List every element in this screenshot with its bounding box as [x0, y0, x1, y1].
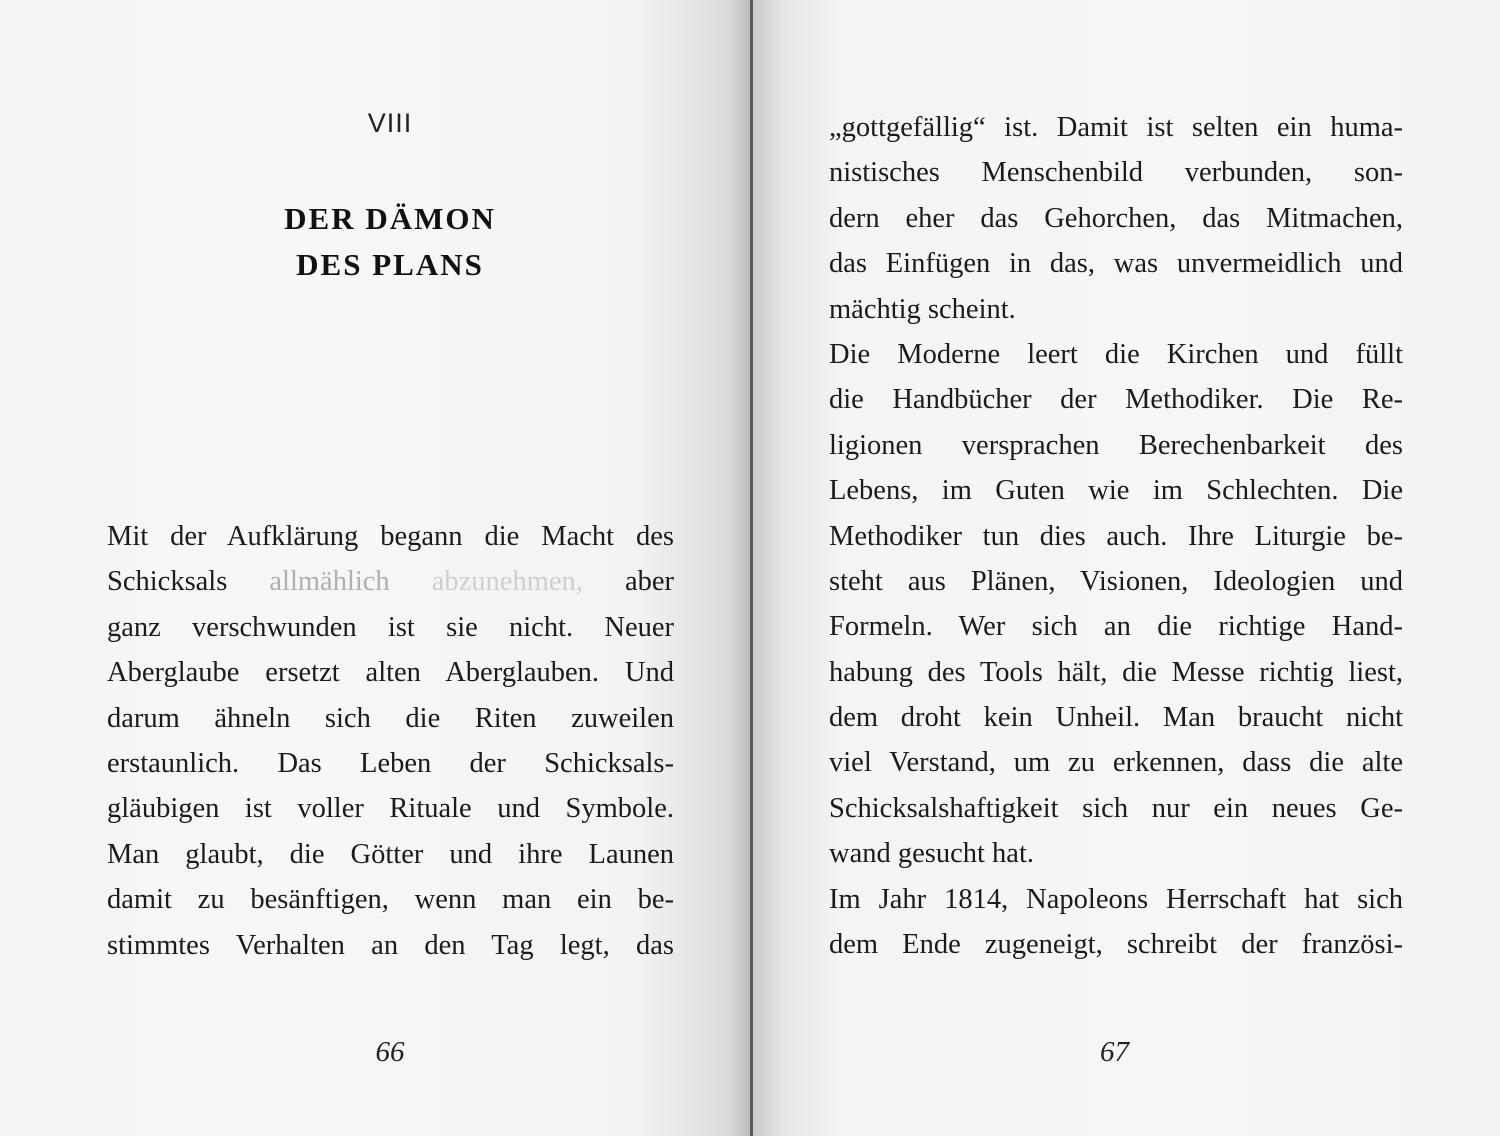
text-line: Aberglaube ersetzt alten Aberglauben. Und [107, 657, 674, 689]
text-line: viel Verstand, um zu erkennen, dass die alte [829, 747, 1403, 779]
text-line: dern eher das Gehorchen, das Mitmachen, [829, 202, 1403, 234]
chapter-title [0, 196, 780, 288]
text-line: wand gesucht hat. [829, 838, 1034, 870]
chapter-title-line-2: DES PLANS [296, 247, 484, 282]
text-line: Schicksalshaftigkeit sich nur ein neues Ge- [829, 792, 1403, 824]
text-line: darum ähneln sich die Riten zuweilen [107, 702, 674, 734]
text-line: Formeln. Wer sich an die richtige Hand- [829, 611, 1403, 643]
text-line: dem droht kein Unheil. Man braucht nicht [829, 702, 1403, 734]
chapter-title-line-1: DER DÄMON [284, 201, 496, 236]
text-line: Lebens, im Guten wie im Schlechten. Die [829, 475, 1403, 507]
text-fragment: Schicksals [107, 566, 228, 598]
text-line: Im Jahr 1814, Napoleons Herrschaft hat sich [829, 883, 1403, 915]
chapter-number: VIII [367, 108, 413, 138]
text-fragment-faded: abzunehmen, [431, 566, 583, 598]
text-line-faded [107, 559, 674, 604]
text-line: gläubigen ist voller Rituale und Symbole. [107, 793, 674, 825]
text-line: damit zu besänftigen, wenn man ein be- [107, 884, 674, 916]
text-line: das Einfügen in das, was unvermeidlich und [829, 248, 1403, 280]
text-fragment-faded: allmählich [269, 566, 390, 598]
text-line: nistisches Menschenbild verbunden, son- [829, 157, 1403, 189]
text-line: mächtig scheint. [829, 293, 1016, 325]
text-line: die Handbücher der Methodiker. Die Re- [829, 384, 1403, 416]
text-line: ganz verschwunden ist sie nicht. Neuer [107, 611, 674, 643]
text-line: dem Ende zugeneigt, schreibt der französi- [829, 929, 1403, 961]
text-line: ligionen versprachen Berechenbarkeit des [829, 429, 1403, 461]
left-body-text [107, 514, 674, 968]
text-line: Man glaubt, die Götter und ihre Launen [107, 838, 674, 870]
right-page [753, 0, 1500, 1136]
text-line: „gottgefällig“ ist. Damit ist selten ein huma- [829, 112, 1403, 143]
text-fragment: aber [624, 566, 674, 598]
text-line: Die Moderne leert die Kirchen und füllt [829, 338, 1403, 370]
text-line: steht aus Plänen, Visionen, Ideologien und [829, 565, 1403, 597]
text-line: Methodiker tun dies auch. Ihre Liturgie be- [829, 520, 1403, 552]
right-body-text [829, 105, 1403, 967]
text-line: erstaunlich. Das Leben der Schicksals- [107, 747, 674, 779]
page-number: 66 [375, 1036, 405, 1068]
text-line: habung des Tools hält, die Messe richtig liest, [829, 656, 1403, 688]
text-line: Mit der Aufklärung begann die Macht des [107, 521, 674, 552]
page-number: 67 [1100, 1036, 1129, 1068]
text-line: stimmtes Verhalten an den Tag legt, das [107, 929, 674, 961]
